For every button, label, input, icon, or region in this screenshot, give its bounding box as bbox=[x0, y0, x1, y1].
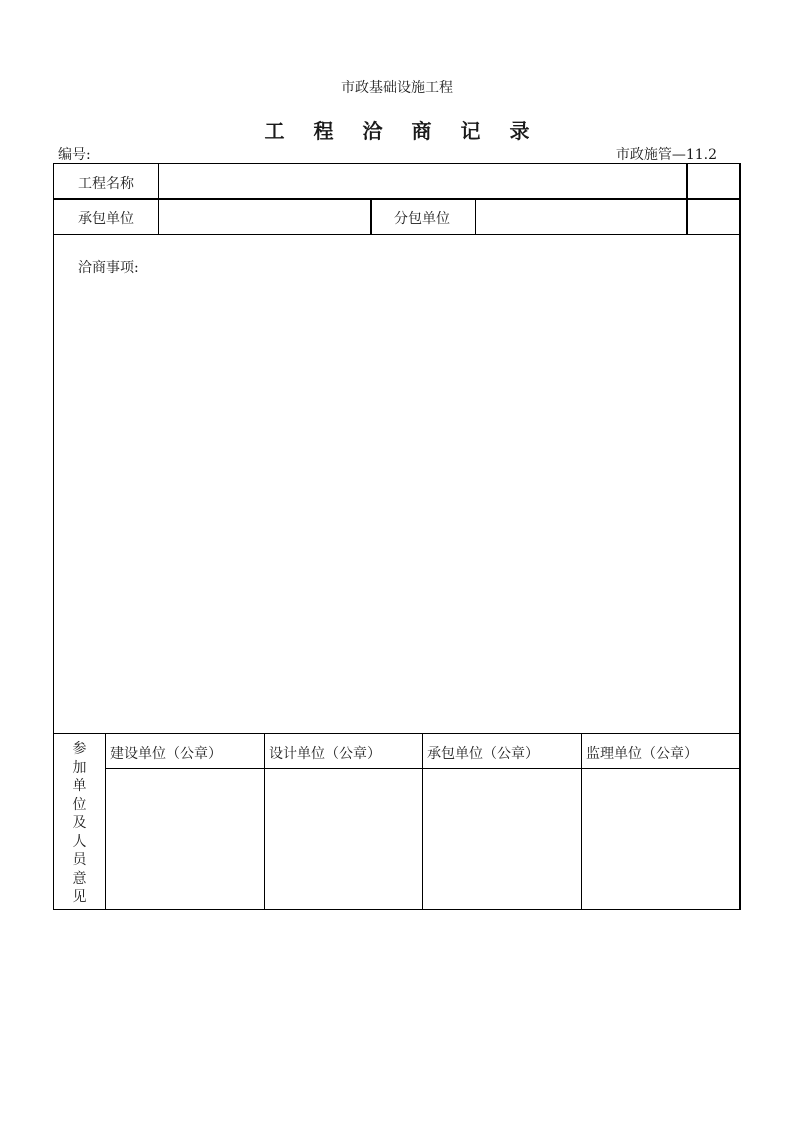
document-subtitle: 市政基础设施工程 bbox=[341, 80, 453, 96]
col-divider-sub-label-left bbox=[370, 199, 372, 235]
table-border-right bbox=[739, 163, 741, 910]
col-header-design-unit: 设计单位（公章） bbox=[269, 746, 381, 762]
col-header-construction-unit: 建设单位（公章） bbox=[110, 746, 222, 762]
col-divider-label bbox=[158, 163, 159, 235]
table-border-bottom bbox=[53, 909, 740, 910]
row-divider-1 bbox=[53, 198, 740, 200]
negotiation-items-label: 洽商事项: bbox=[78, 260, 139, 276]
row-divider-2 bbox=[53, 234, 740, 235]
col-divider-bottom-2 bbox=[422, 733, 423, 910]
project-name-label: 工程名称 bbox=[78, 176, 134, 192]
col-divider-right-narrow bbox=[686, 163, 688, 235]
col-divider-bottom-1 bbox=[264, 733, 265, 910]
form-code: 市政施管—11.2 bbox=[615, 147, 717, 163]
row-divider-3 bbox=[53, 733, 740, 734]
participants-opinion-label: 参 加 单 位 及 人 员 意 见 bbox=[72, 741, 87, 905]
col-header-contractor-unit: 承包单位（公章） bbox=[427, 746, 539, 762]
serial-number-label: 编号: bbox=[58, 147, 91, 163]
subcontractor-label: 分包单位 bbox=[394, 211, 450, 227]
col-divider-bottom-3 bbox=[581, 733, 582, 910]
col-header-supervision-unit: 监理单位（公章） bbox=[586, 746, 698, 762]
col-divider-participants bbox=[105, 733, 106, 910]
contractor-label: 承包单位 bbox=[78, 211, 134, 227]
table-border-top bbox=[53, 163, 740, 164]
col-divider-sub-label-right bbox=[475, 199, 476, 235]
document-title: 工程洽商记录 bbox=[264, 119, 559, 143]
